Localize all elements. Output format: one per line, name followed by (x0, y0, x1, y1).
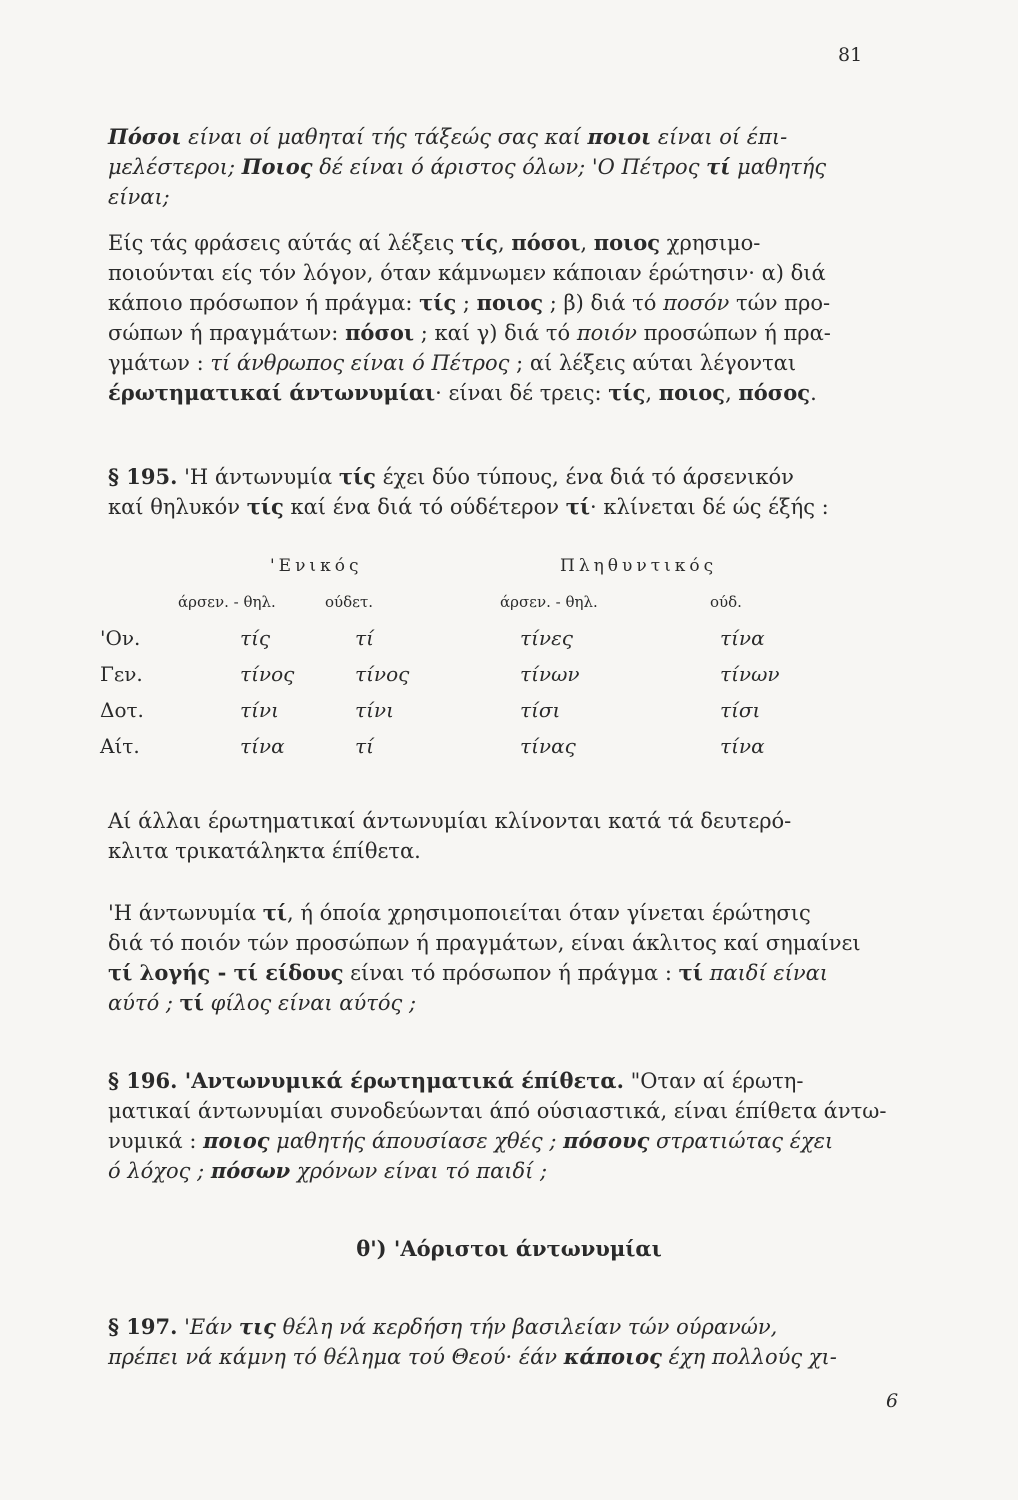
section-196 (108, 1066, 908, 1186)
text-line: § 196. 'Αντωνυμικά έρωτηματικά έπίθετα. "Οταν αί έρωτη- (108, 1068, 804, 1093)
subheader-cell: ούδ. (710, 593, 742, 611)
case-label: 'Ον. (100, 626, 141, 650)
text-line: τί λογής - τί είδους είναι τό πρόσωπον ή πράγμα : τί παιδί είναι (108, 960, 829, 985)
table-cell: τίνι (355, 698, 394, 722)
table-cell: τίνα (720, 734, 765, 758)
text-line: αύτό ; τί φίλος είναι αύτός ; (108, 990, 417, 1015)
case-label: Αίτ. (100, 734, 140, 758)
page-number: 81 (838, 44, 863, 66)
table-cell: τίνι (240, 698, 279, 722)
text-line: ό λόχος ; πόσων χρόνων είναι τό παιδί ; (108, 1158, 548, 1183)
table-cell: τίνα (720, 626, 765, 650)
text-line: Είς τάς φράσεις αύτάς αί λέξεις τίς, πόσοι, ποιος χρησιμο- (108, 230, 761, 255)
text-line: είναι; (108, 185, 170, 209)
text-line: § 195. 'Η άντωνυμία τίς έχει δύο τύπους, ένα διά τό άρσενικόν (108, 464, 794, 489)
plural-header: Πληθυντικός (560, 556, 718, 576)
section-number: § 195. (108, 464, 178, 489)
section-number: § 197. (108, 1314, 178, 1339)
text-line: διά τό ποιόν τών προσώπων ή πραγμάτων, είναι άκλιτος καί σημαίνει (108, 931, 861, 955)
section-number: § 196. (108, 1068, 178, 1093)
text-line: Πόσοι είναι οί μαθηταί τής τάξεώς σας καί ποιοι είναι οί έπι- (108, 124, 788, 149)
signature-mark: 6 (886, 1390, 899, 1412)
section-195 (108, 462, 908, 522)
table-cell: τίνα (240, 734, 285, 758)
subheading-indefinite-pronouns: θ') 'Αόριστοι άντωνυμίαι (356, 1236, 662, 1261)
table-header-row (100, 548, 840, 584)
text-line: νυμικά : ποιος μαθητής άπουσίασε χθές ; πόσους στρατιώτας έχει (108, 1128, 834, 1153)
table-cell: τί (355, 626, 374, 650)
text-line: ποιούνται είς τόν λόγον, όταν κάμνωμεν κάποιαν έρώτησιν· α) διά (108, 261, 826, 285)
case-label: Γεν. (100, 662, 143, 686)
text-line: γμάτων : τί άνθρωπος είναι ό Πέτρος ; αί λέξεις αύται λέγονται (108, 351, 797, 375)
table-row (100, 656, 840, 692)
case-label: Δοτ. (100, 698, 144, 722)
text-line: Αί άλλαι έρωτηματικαί άντωνυμίαι κλίνονται κατά τά δευτερό- (108, 809, 792, 833)
text-line: έρωτηματικαί άντωνυμίαι· είναι δέ τρεις: τίς, ποιος, πόσος. (108, 380, 817, 405)
subheader-cell: ούδετ. (325, 593, 374, 611)
table-cell: τίνες (520, 626, 573, 650)
text-line: κάποιο πρόσωπον ή πράγμα: τίς ; ποιος ; β) διά τό ποσόν τών προ- (108, 290, 831, 315)
table-row (100, 620, 840, 656)
text-line: σώπων ή πραγμάτων: πόσοι ; καί γ) διά τό ποιόν προσώπων ή πρα- (108, 320, 831, 345)
text-line: ματικαί άντωνυμίαι συνοδεύωνται άπό ούσιαστικά, είναι έπίθετα άντω- (108, 1099, 887, 1123)
paragraph-intro-questions (108, 122, 908, 212)
paragraph-other-interrogatives (108, 806, 908, 866)
text-line: κλιτα τρικατάληκτα έπίθετα. (108, 839, 421, 863)
table-cell: τίνων (720, 662, 780, 686)
subheader-cell: άρσεν. - θηλ. (500, 593, 598, 611)
table-row (100, 692, 840, 728)
section-197 (108, 1312, 908, 1372)
paragraph-ti-usage (108, 898, 908, 1018)
table-cell: τί (355, 734, 374, 758)
text-line: μελέστεροι; Ποιος δέ είναι ό άριστος όλων; 'Ο Πέτρος τί μαθητής (108, 154, 827, 179)
table-cell: τίνων (520, 662, 580, 686)
table-subheader-row (100, 584, 840, 620)
table-row (100, 728, 840, 764)
table-cell: τίνας (520, 734, 576, 758)
table-cell: τίνος (355, 662, 410, 686)
subheader-cell: άρσεν. - θηλ. (178, 593, 276, 611)
table-cell: τίσι (520, 698, 561, 722)
paragraph-interrogative-definition (108, 228, 908, 408)
table-cell: τίνος (240, 662, 295, 686)
text-line: § 197. 'Εάν τις θέλη νά κερδήση τήν βασιλείαν τών ούρανών, (108, 1314, 778, 1339)
table-cell: τίσι (720, 698, 761, 722)
text-line: καί θηλυκόν τίς καί ένα διά τό ούδέτερον τί· κλίνεται δέ ώς έξής : (108, 494, 829, 519)
text-line: 'Η άντωνυμία τί, ή όποία χρησιμοποιείται όταν γίνεται έρώτησις (108, 900, 811, 925)
text-line: πρέπει νά κάμνη τό θέλημα τού Θεού· έάν κάποιος έχη πολλούς χι- (108, 1344, 837, 1369)
table-cell: τίς (240, 626, 271, 650)
singular-header: 'Ενικός (270, 556, 363, 576)
declension-table (100, 548, 840, 764)
